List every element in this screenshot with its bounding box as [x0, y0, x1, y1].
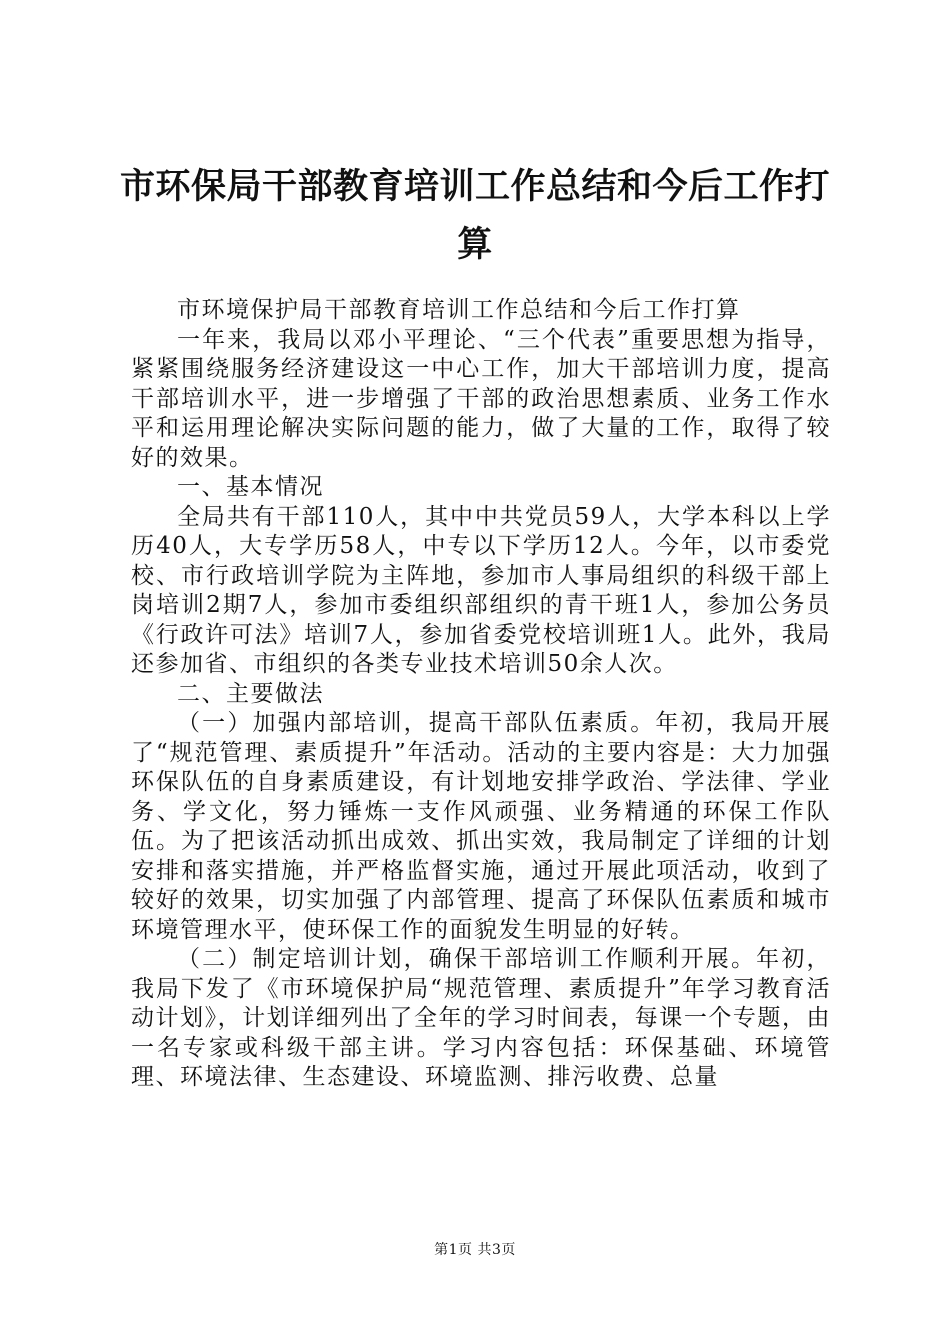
- practice-two-paragraph: （二）制定培训计划，确保干部培训工作顺利开展。年初，我局下发了《市环境保护局“规范管理、素质提升”年学习教育活动计划》，计划详细列出了全年的学习时间表，每课一个专题，由一名专家或科级干部主讲。学习内容包括：环保基础、环境管理、环境法律、生态建设、环境监测、排污收费、总量: [131, 946, 831, 1090]
- practice-one-paragraph: （一）加强内部培训，提高干部队伍素质。年初，我局开展了“规范管理、素质提升”年活动。活动的主要内容是：大力加强环保队伍的自身素质建设，有计划地安排学政治、学法律、学业务、学文化，努力锤炼一支作风顽强、业务精通的环保工作队伍。为了把该活动抓出成效、抓出实效，我局制定了详细的计划安排和落实措施，并严格监督实施，通过开展此项活动，收到了较好的效果，切实加强了内部管理、提高了环保队伍素质和城市环境管理水平，使环保工作的面貌发生明显的好转。: [131, 710, 831, 943]
- page-footer: 第1页 共3页: [434, 1242, 516, 1258]
- subtitle-paragraph: 市环境保护局干部教育培训工作总结和今后工作打算: [177, 297, 741, 323]
- section-heading-main-practices: 二、主要做法: [177, 680, 324, 707]
- basic-situation-paragraph: 全局共有干部110人，其中中共党员59人，大学本科以上学历40人，大专学历58人，中专以下学历12人。今年，以市委党校、市行政培训学院为主阵地，参加市人事局组织的科级干部上岗培训2期7人，参加市委组织部组织的青干班1人，参加公务员《行政许可法》培训7人，参加省委党校培训班1人。此外，我局还参加省、市组织的各类专业技术培训50余人次。: [131, 503, 831, 677]
- intro-paragraph: 一年来，我局以邓小平理论、“三个代表”重要思想为指导，紧紧围绕服务经济建设这一中心工作，加大干部培训力度，提高干部培训水平，进一步增强了干部的政治思想素质、业务工作水平和运用理论解决实际问题的能力，做了大量的工作，取得了较好的效果。: [131, 326, 831, 471]
- document-title: 市环保局干部教育培训工作总结和今后工作打算: [120, 167, 831, 265]
- section-heading-basic-situation: 一、基本情况: [177, 474, 324, 500]
- document-body: [131, 296, 831, 1093]
